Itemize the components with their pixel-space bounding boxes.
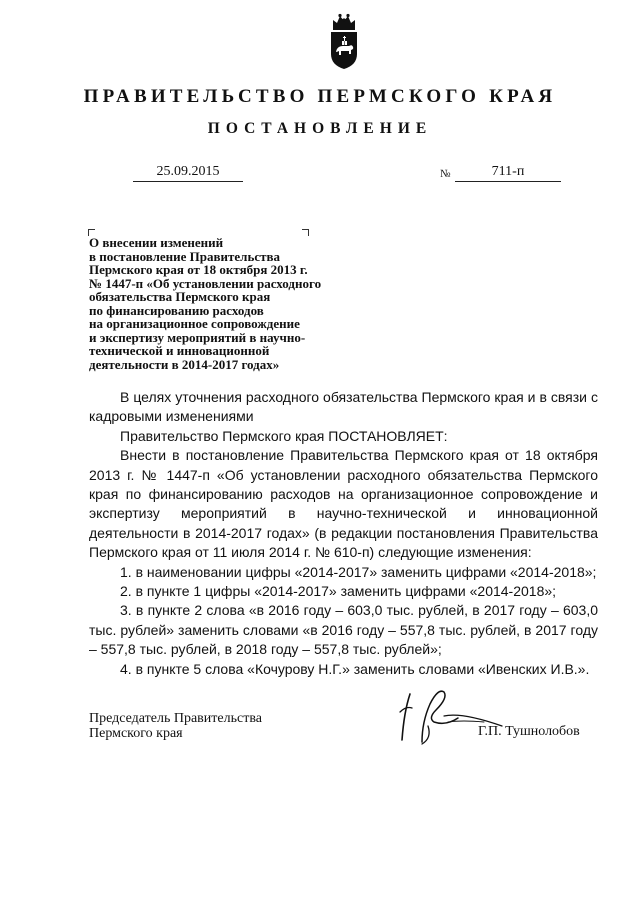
- coat-of-arms-icon: [327, 12, 361, 70]
- document-type: ПОСТАНОВЛЕНИЕ: [207, 120, 433, 137]
- preamble-paragraph: В целях уточнения расходного обязательства Пермского края и в связи с кадровыми изменениями: [89, 389, 598, 425]
- signer-name: Г.П. Тушнолобов: [478, 724, 580, 739]
- item-3: 3. в пункте 2 слова «в 2016 году – 603,0 тыс. рублей, в 2017 году – 603,0 тыс. рублей» заменить словами «в 2016 году – 557,8 тыс. рублей, в 2017 году – 557,8 тыс. рублей, в 2018 году – 557,8 тыс. рублей»;: [89, 602, 598, 658]
- handwritten-signature-icon: [392, 682, 512, 752]
- subject-line: № 1447-п «Об установлении расходного: [89, 275, 322, 291]
- resolves-paragraph: Правительство Пермского края ПОСТАНОВЛЯЕТ:: [120, 427, 448, 444]
- document-subject: [89, 236, 379, 371]
- document-date: 25.09.2015: [133, 164, 243, 182]
- subject-line: технической и инновационной: [89, 343, 270, 358]
- subject-line: О внесении изменений: [89, 235, 224, 250]
- item-4: 4. в пункте 5 слова «Кочурову Н.Г.» заменить словами «Ивенских И.В.».: [120, 660, 590, 677]
- subject-corner-right: [302, 229, 309, 236]
- subject-line: и экспертизу мероприятий в научно-: [89, 329, 306, 345]
- document-body: [89, 388, 598, 679]
- signer-position-line: Председатель Правительства: [89, 711, 262, 726]
- subject-line: деятельности в 2014-2017 годах»: [89, 356, 280, 372]
- signer-position: [89, 711, 262, 741]
- subject-line: обязательства Пермского края: [89, 289, 271, 304]
- item-1: 1. в наименовании цифры «2014-2017» заменить цифрами «2014-2018»;: [120, 563, 597, 580]
- subject-line: в постановление Правительства: [89, 248, 281, 264]
- subject-line: на организационное сопровождение: [89, 316, 300, 331]
- number-sign: №: [440, 168, 451, 180]
- organization-title: ПРАВИТЕЛЬСТВО ПЕРМСКОГО КРАЯ: [83, 86, 557, 107]
- subject-line: по финансированию расходов: [89, 302, 264, 318]
- item-2: 2. в пункте 1 цифры «2014-2017» заменить цифрами «2014-2018»;: [120, 583, 557, 600]
- main-paragraph: Внести в постановление Правительства Пермского края от 18 октября 2013 г. № 1447-п «Об установлении расходного обязательства Пермского края по финансированию расходов на организационное сопровождение и экспертизу мероприятий в научно-технической и инновационной деятельности в 2014-2017 годах» (в редакции постановления Правительства Пермского края от 11 июля 2014 г. № 610-п) следующие изменения:: [89, 447, 598, 561]
- subject-line: Пермского края от 18 октября 2013 г.: [89, 262, 308, 277]
- document-number: 711-п: [455, 164, 561, 182]
- signer-position-line: Пермского края: [89, 726, 183, 741]
